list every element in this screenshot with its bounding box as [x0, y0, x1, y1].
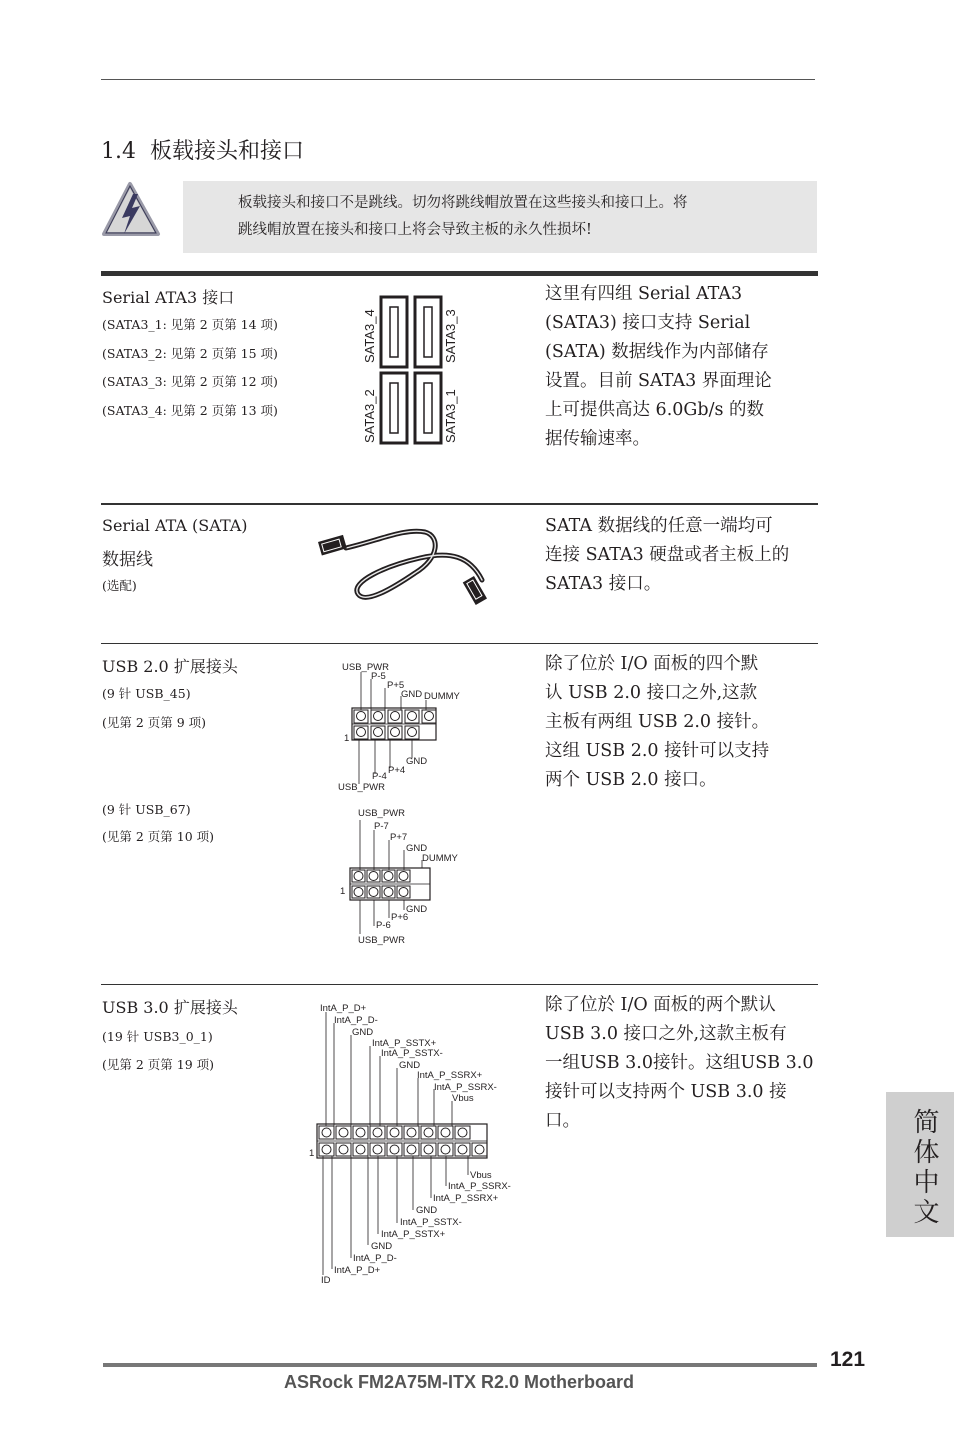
language-tab-label: 简体中文	[909, 1108, 939, 1228]
pin-label: GND	[406, 843, 428, 854]
pin-label: IntA_P_SSTX-	[400, 1217, 462, 1228]
pin-label: IntA_P_SSTX-	[381, 1048, 443, 1059]
pin-label: DUMMY	[424, 691, 460, 702]
pin-label: DUMMY	[422, 853, 458, 864]
pin-label: GND	[352, 1027, 374, 1038]
sata3-item: (SATA3_2: 见第 2 页第 15 项)	[102, 346, 278, 361]
desc-line: USB 3.0 接口之外,这款主板有	[545, 1024, 787, 1044]
desc-line: 上可提供高达 6.0Gb/s 的数	[545, 400, 765, 420]
usb3-pins: (19 针 USB3_0_1)	[102, 1029, 213, 1044]
pin-label: USB_PWR	[338, 782, 385, 793]
usb2-title: USB 2.0 扩展接头	[102, 657, 238, 676]
pin-label: USB_PWR	[358, 808, 405, 819]
pin-label: Vbus	[470, 1170, 492, 1181]
pin-label: P+4	[388, 765, 406, 776]
desc-line: 这里有四组 Serial ATA3	[545, 284, 743, 304]
sata-cable-title: Serial ATA (SATA)	[102, 516, 248, 535]
pin-label: GND	[406, 904, 428, 915]
usb3-ref: (见第 2 页第 19 项)	[102, 1057, 215, 1072]
note-line-2: 跳线帽放置在接头和接口上将会导致主板的永久性损坏!	[238, 222, 592, 238]
section-title	[101, 134, 304, 165]
note-box	[183, 181, 817, 253]
section-divider	[101, 503, 818, 505]
desc-line: SATA3 接口。	[545, 574, 662, 594]
usb2-header-diagram-2	[336, 806, 496, 948]
section-heading: 板载接头和接口	[150, 139, 305, 164]
desc-line: (SATA3) 接口支持 Serial	[545, 313, 751, 333]
sata3-2-label: SATA3_2	[362, 389, 377, 443]
language-tab	[886, 1092, 954, 1237]
section-divider	[101, 643, 818, 644]
usb2-h1-ref: (见第 2 页第 9 项)	[102, 715, 207, 730]
desc-line: 口。	[545, 1111, 580, 1131]
pin-label: IntA_P_SSRX+	[417, 1070, 483, 1081]
usb2-h1-pins: (9 针 USB_45)	[102, 686, 191, 701]
pin-label: P+7	[390, 832, 408, 843]
sata3-item: (SATA3_4: 见第 2 页第 13 项)	[102, 403, 278, 418]
desc-line: 接针可以支持两个 USB 3.0 接	[545, 1082, 787, 1102]
page-number: 121	[830, 1348, 866, 1371]
sata3-item: (SATA3_3: 见第 2 页第 12 项)	[102, 374, 278, 389]
pin-label: P+5	[387, 680, 405, 691]
sata-cable-description	[545, 512, 789, 599]
desc-line: (SATA) 数据线作为内部储存	[545, 342, 769, 362]
section-number: 1.4	[101, 139, 136, 164]
sata-cable-optional: (选配)	[102, 578, 137, 593]
pin-label: IntA_P_SSRX+	[433, 1193, 499, 1204]
sata3-title: Serial ATA3 接口	[102, 288, 235, 307]
desc-line: 除了位於 I/O 面板的两个默认	[545, 995, 776, 1015]
section-divider	[101, 271, 818, 276]
pin-label: Vbus	[452, 1093, 474, 1104]
pin-one-marker: 1	[309, 1148, 315, 1159]
desc-line: 设置。目前 SATA3 界面理论	[545, 371, 772, 391]
pin-label: IntA_P_SSRX-	[434, 1082, 497, 1093]
pin-label: P+6	[391, 912, 409, 923]
sata3-description	[545, 280, 772, 454]
desc-line: 主板有两组 USB 2.0 接针。	[545, 712, 770, 732]
pin-label: IntA_P_SSTX+	[372, 1038, 437, 1049]
sata3-item: (SATA3_1: 见第 2 页第 14 项)	[102, 317, 278, 332]
pin-label: USB_PWR	[358, 935, 405, 946]
desc-line: SATA 数据线的任意一端均可	[545, 516, 773, 536]
desc-line: 一组USB 3.0接针。这组USB 3.0	[545, 1053, 814, 1073]
desc-line: 这组 USB 2.0 接针可以支持	[545, 741, 770, 761]
pin-label: P-4	[372, 771, 387, 782]
usb2-header-diagram-1	[330, 660, 490, 795]
desc-line: 连接 SATA3 硬盘或者主板上的	[545, 545, 790, 565]
pin-label: GND	[401, 689, 423, 700]
desc-line: 两个 USB 2.0 接口。	[545, 770, 717, 790]
desc-line: 认 USB 2.0 接口之外,这款	[545, 683, 758, 703]
sata-cable-image	[310, 518, 510, 618]
pin-label: ID	[321, 1275, 331, 1286]
top-rule	[101, 79, 815, 80]
pin-one-marker: 1	[344, 733, 350, 744]
pin-label: GND	[406, 756, 428, 767]
section-divider	[101, 984, 818, 985]
usb3-title: USB 3.0 扩展接头	[102, 998, 238, 1017]
sata3-4-label: SATA3_4	[362, 309, 377, 363]
footer-rule	[103, 1363, 817, 1367]
usb3-header-diagram	[305, 998, 535, 1288]
sata3-connector-diagram	[355, 293, 465, 453]
pin-label: IntA_P_D+	[320, 1003, 367, 1014]
pin-label: GND	[371, 1241, 393, 1252]
usb2-h2-ref: (见第 2 页第 10 项)	[102, 829, 215, 844]
pin-label: IntA_P_D+	[334, 1265, 381, 1276]
desc-line: 除了位於 I/O 面板的四个默	[545, 654, 759, 674]
usb2-h2-pins: (9 针 USB_67)	[102, 802, 191, 817]
pin-label: GND	[416, 1205, 438, 1216]
sata3-1-label: SATA3_1	[443, 389, 458, 443]
pin-label: GND	[399, 1060, 421, 1071]
pin-label: P-5	[371, 671, 386, 682]
desc-line: 据传输速率。	[545, 429, 650, 449]
pin-label: P-6	[376, 920, 391, 931]
pin-label: IntA_P_D-	[353, 1253, 397, 1264]
pin-label: P-7	[374, 821, 389, 832]
pin-label: IntA_P_SSTX+	[381, 1229, 446, 1240]
pin-label: USB_PWR	[342, 662, 389, 673]
pin-label: IntA_P_D-	[334, 1015, 378, 1026]
note-line-1: 板载接头和接口不是跳线。切勿将跳线帽放置在这些接头和接口上。将	[238, 195, 688, 211]
footer-title: ASRock FM2A75M-ITX R2.0 Motherboard	[284, 1372, 635, 1392]
usb3-description	[545, 991, 813, 1136]
sata-cable-title-2: 数据线	[102, 550, 153, 570]
usb2-description	[545, 650, 769, 795]
pin-label: IntA_P_SSRX-	[448, 1181, 511, 1192]
warning-icon	[100, 180, 162, 240]
pin-one-marker: 1	[340, 886, 346, 897]
sata3-3-label: SATA3_3	[443, 309, 458, 363]
